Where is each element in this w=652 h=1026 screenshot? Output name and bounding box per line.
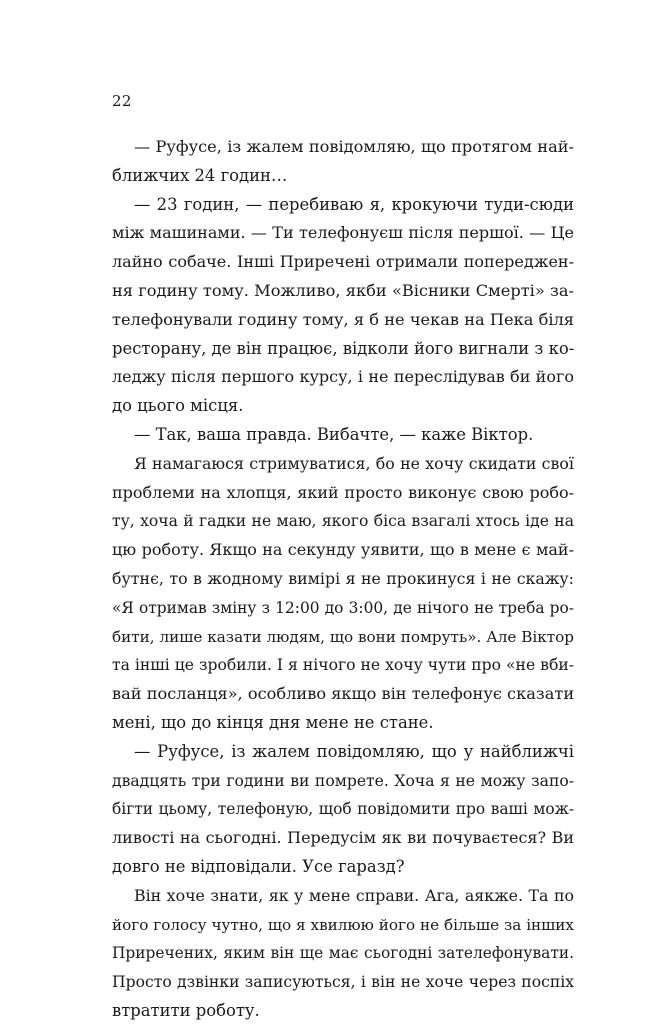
text-line: до цього місця. xyxy=(112,396,244,416)
text-line: Приречених, яким він ще має сьогодні зателефонувати. xyxy=(112,944,574,963)
text-line: між машинами. — Ти телефонуєш після першої. — Це xyxy=(112,223,574,243)
text-line: ресторану, де він працює, відколи його вигнали з ко- xyxy=(112,338,575,358)
text-line: Я намагаюся стримуватися, бо не хочу скидати свої xyxy=(134,453,574,473)
page-number: 22 xyxy=(112,92,132,110)
text-line: ня годину тому. Можливо, якби «Вісники Смерті» за- xyxy=(112,280,574,300)
text-line: — 23 годин, — перебиваю я, крокуючи туди-сюди xyxy=(134,194,574,214)
text-line: ту, хоча й гадки не маю, якого біса взагалі хтось іде на xyxy=(112,512,574,531)
text-line: мені, що до кінця дня мене не стане. xyxy=(112,712,434,732)
text-line: бігти цьому, телефоную, щоб повідомити про ваші мож- xyxy=(112,800,574,819)
text-line: лайно собаче. Інші Приречені отримали попереджен- xyxy=(112,252,574,272)
text-line: — Руфусе, із жалем повідомляю, що у найближчі xyxy=(134,741,574,761)
text-line: — Так, ваша правда. Вибачте, — каже Віктор. xyxy=(134,424,534,444)
text-line: його голосу чутно, що я хвилюю його не більше за інших xyxy=(112,915,574,934)
text-line: вай посланця», особливо якщо він телефонує сказати xyxy=(112,684,575,704)
text-line: ближчих 24 годин… xyxy=(112,165,288,185)
text-line: бити, лише казати людям, що вони помруть». Але Віктор xyxy=(112,627,574,646)
text-line: Просто дзвінки записуються, і він не хоче через поспіх xyxy=(112,973,574,992)
text-line: бутнє, то в жодному вимірі я не прокинуся і не скажу: xyxy=(112,568,574,588)
text-line: втратити роботу. xyxy=(112,1000,260,1020)
text-line: проблеми на хлопця, який просто виконує свою робо- xyxy=(112,482,574,502)
text-line: ливості на сьогодні. Передусім як ви почуваєтеся? Ви xyxy=(112,828,574,848)
text-line: телефонували годину тому, я б не чекав на Пека біля xyxy=(112,309,574,329)
text-line: — Руфусе, із жалем повідомляю, що протягом най- xyxy=(134,137,574,156)
text-line: «Я отримав зміну з 12:00 до 3:00, де нічого не треба ро- xyxy=(112,598,574,617)
text-line: леджу після першого курсу, і не переслідував би його xyxy=(112,367,574,387)
body-text xyxy=(112,133,574,1026)
text-line: довго не відповідали. Усе гаразд? xyxy=(112,856,405,876)
text-line: двадцять три години ви помрете. Хоча я не можу запо- xyxy=(112,771,574,790)
text-line: цю роботу. Якщо на секунду уявити, що в мене є май- xyxy=(112,540,574,560)
text-line: Він хоче знати, як у мене справи. Ага, аякже. Та по xyxy=(134,885,574,905)
text-line: та інші це зробили. І я нічого не хочу чути про «не вби- xyxy=(112,656,574,675)
